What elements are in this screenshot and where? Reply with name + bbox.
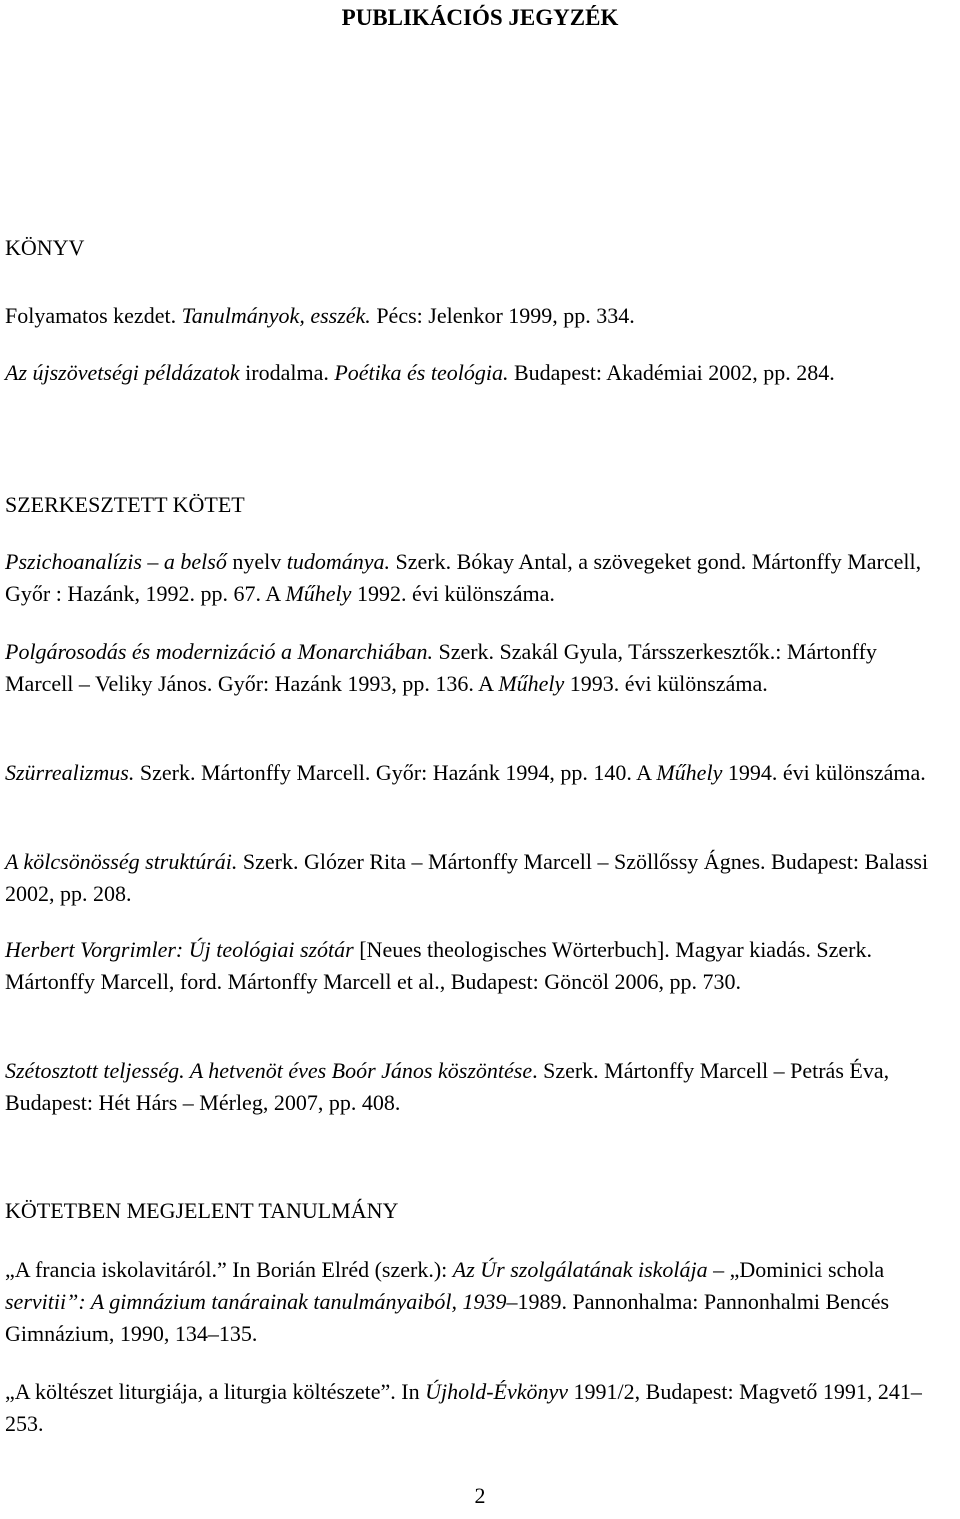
page-number: 2 xyxy=(474,1483,486,1508)
entry-text-italic: Az Úr szolgálatának iskolája – xyxy=(452,1257,725,1282)
entry-text-italic: Újhold-Évkönyv xyxy=(425,1379,569,1404)
entry-text: Folyamatos kezdet. xyxy=(5,303,182,328)
list-item xyxy=(5,300,935,332)
list-item xyxy=(5,1055,935,1119)
list-item xyxy=(5,1376,935,1440)
entry-text: . Szerk. Mártonffy Marcell – Petrás Éva, Budapest: Hét Hárs – Mérleg, 2007, pp. 408. xyxy=(5,1058,890,1115)
entry-text: [Neues theologisches Wörterbuch]. Magyar kiadás. Szerk. Mártonffy Marcell, ford. Mártonffy Marcell et al., Budapest: Göncöl 2006, pp. 730. xyxy=(5,937,872,994)
entry-text-italic: Herbert Vorgrimler: Új teológiai szótár xyxy=(5,937,354,962)
entry-text: Szerk. Bókay Antal, a szövegeket gond. Mártonffy Marcell, Győr : Hazánk, 1992. pp. 67. A xyxy=(5,549,922,606)
entry-text-italic: servitii”: A gimnázium tanárainak tanulmányaiból, 1939 xyxy=(5,1289,507,1314)
entry-text: Szerk. Mártonffy Marcell. Győr: Hazánk 1994, pp. 140. A xyxy=(134,760,657,785)
entry-text: 1992. évi különszáma. xyxy=(351,581,555,606)
entry-text: „A francia iskolavitáról.” In Borián Elréd (szerk.): xyxy=(5,1257,453,1282)
list-item xyxy=(5,846,935,910)
list-item xyxy=(5,636,935,700)
list-item xyxy=(5,1254,935,1350)
entry-text: 1994. évi különszáma. xyxy=(722,760,926,785)
entry-text-italic: Műhely xyxy=(498,671,565,696)
entry-text: nyelv xyxy=(226,549,287,574)
entry-text: –1989. Pannonhalma: Pannonhalmi Bencés Gimnázium, 1990, 134–135. xyxy=(5,1289,890,1346)
entry-text: 1991/2, Budapest: Magvető 1991, 241–253. xyxy=(5,1379,922,1436)
entry-text-italic: tudománya. xyxy=(286,549,390,574)
entry-text: Pécs: Jelenkor 1999, pp. 334. xyxy=(370,303,635,328)
entry-text: „Dominici schola xyxy=(724,1257,885,1282)
list-item xyxy=(5,934,935,998)
entry-text-italic: Az újszövetségi példázatok xyxy=(5,360,240,385)
page-title: PUBLIKÁCIÓS JEGYZÉK xyxy=(341,5,619,30)
list-item xyxy=(5,357,935,389)
entry-text: Szerk. Glózer Rita – Mártonffy Marcell – Szöllőssy Ágnes. Budapest: Balassi 2002, pp. 208. xyxy=(5,849,929,906)
entry-text: irodalma. xyxy=(239,360,335,385)
entry-text-italic: Pszichoanalízis – a belső xyxy=(5,549,227,574)
list-item xyxy=(5,757,935,789)
section-heading-szerkesztett-kotet: SZERKESZTETT KÖTET xyxy=(5,492,245,517)
section-heading-kotetben-megjelent-tanulmany: KÖTETBEN MEGJELENT TANULMÁNY xyxy=(5,1198,399,1223)
entry-text-italic: Tanulmányok, esszék. xyxy=(181,303,371,328)
entry-text: 1993. évi különszáma. xyxy=(564,671,768,696)
entry-text-italic: Szürrealizmus. xyxy=(5,760,135,785)
entry-text: Budapest: Akadémiai 2002, pp. 284. xyxy=(508,360,835,385)
entry-text: Szerk. Szakál Gyula, Társszerkesztők.: Mártonffy Marcell – Veliky János. Győr: Hazánk 1993, pp. 136. A xyxy=(5,639,877,696)
list-item xyxy=(5,546,935,610)
section-heading-konyv: KÖNYV xyxy=(5,235,85,260)
entry-text: „A költészet liturgiája, a liturgia költészete”. In xyxy=(5,1379,426,1404)
entry-text-italic: Műhely xyxy=(656,760,723,785)
entry-text-italic: Poétika és teológia. xyxy=(334,360,509,385)
entry-text-italic: Műhely xyxy=(285,581,352,606)
entry-text-italic: Polgárosodás és modernizáció a Monarchiában. xyxy=(5,639,433,664)
entry-text-italic: Szétosztott teljesség. A hetvenöt éves Boór János köszöntése xyxy=(5,1058,533,1083)
entry-text-italic: A kölcsönösség struktúrái. xyxy=(5,849,238,874)
